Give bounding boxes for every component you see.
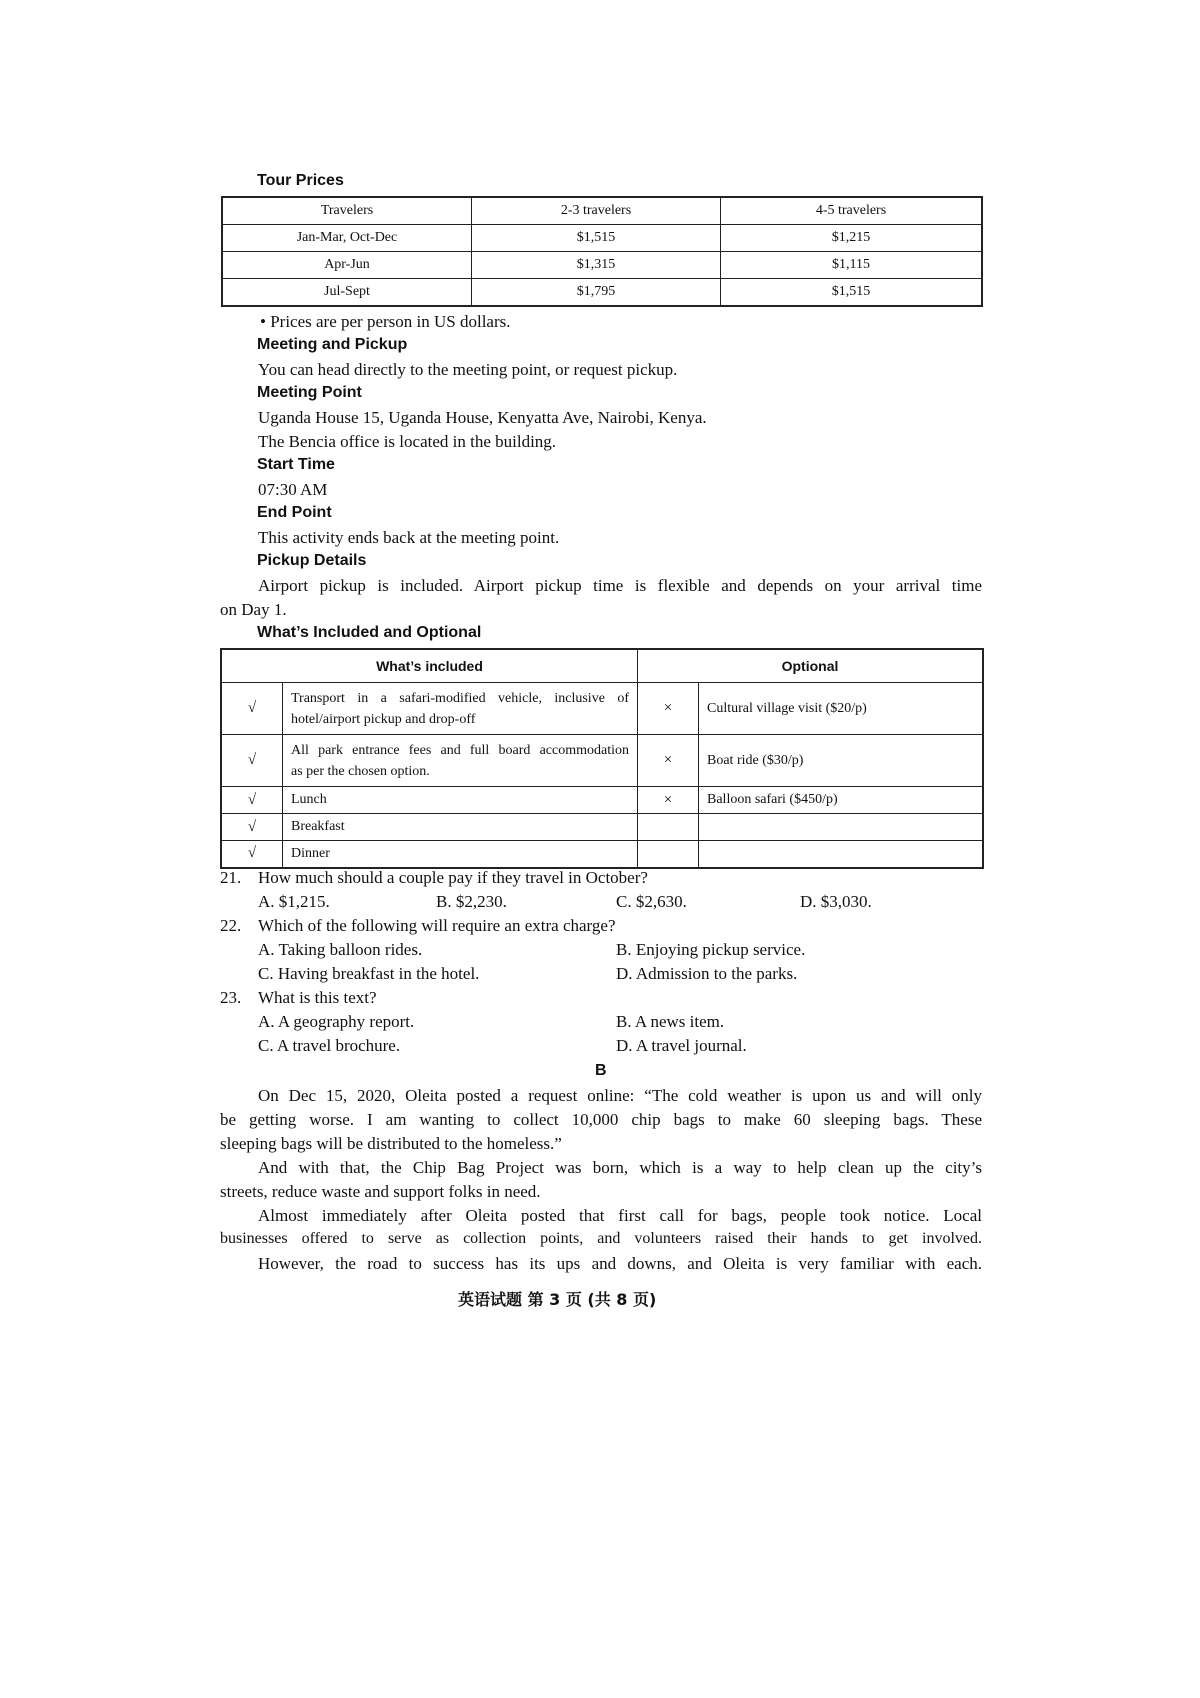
table-cell: $1,515 [472,225,721,252]
included-item-line: All park entrance fees and full board accommodation [291,742,629,758]
table-cell: $1,215 [721,225,983,252]
table-header-cell: 2-3 travelers [472,197,721,225]
table-header-cell: Travelers [222,197,472,225]
tour-prices-heading: Tour Prices [257,172,344,189]
meeting-pickup-text: You can head directly to the meeting point, or request pickup. [258,360,678,379]
table-cell: Jan-Mar, Oct-Dec [222,225,472,252]
tour-prices-table [221,196,983,307]
passage-line: be getting worse. I am wanting to collect 10,000 chip bags to make 60 sleeping bags. These [220,1110,982,1129]
included-item-line: as per the chosen option. [291,763,430,779]
answer-option: C. $2,630. [616,892,687,911]
start-time-text: 07:30 AM [258,480,328,499]
answer-option: A. $1,215. [258,892,330,911]
question-text: What is this text? [258,988,377,1007]
table-header-cell: 4-5 travelers [721,197,983,225]
table-header-row [221,649,983,683]
passage-line: And with that, the Chip Bag Project was born, which is a way to help clean up the city’s [258,1158,982,1177]
optional-item [699,841,984,868]
table-row [222,225,982,252]
price-note: • Prices are per person in US dollars. [260,312,511,331]
passage-line: streets, reduce waste and support folks in need. [220,1182,541,1201]
table-cell: Jul-Sept [222,279,472,307]
passage-line: businesses offered to serve as collection points, and volunteers raised their hands to get involved. [220,1230,982,1247]
meeting-point-address: Uganda House 15, Uganda House, Kenyatta Ave, Nairobi, Kenya. [258,408,707,427]
question-text: Which of the following will require an extra charge? [258,916,616,935]
table-header-row [222,197,982,225]
question-number: 21. [220,868,242,887]
check-mark: √ [221,841,283,868]
included-item: Lunch [283,787,638,814]
table-row [221,735,983,787]
check-mark: √ [221,683,283,735]
included-header: What’s included [221,649,638,683]
start-time-heading: Start Time [257,456,335,473]
pickup-details-heading: Pickup Details [257,552,367,569]
included-heading: What’s Included and Optional [257,624,482,641]
meeting-point-office: The Bencia office is located in the building. [258,432,557,451]
question-number: 23. [220,988,242,1007]
table-cell: Apr-Jun [222,252,472,279]
pickup-details-line1: Airport pickup is included. Airport pickup time is flexible and depends on your arrival time [258,576,982,595]
question-text: How much should a couple pay if they travel in October? [258,868,648,887]
passage-line: On Dec 15, 2020, Oleita posted a request online: “The cold weather is upon us and will only [258,1086,982,1105]
included-item [283,683,638,735]
answer-option: D. $3,030. [800,892,872,911]
check-mark: √ [221,735,283,787]
answer-option: B. A news item. [616,1012,725,1031]
optional-item [699,814,984,841]
included-item: Dinner [283,841,638,868]
included-item-line: hotel/airport pickup and drop-off [291,711,476,727]
table-row [222,279,982,307]
check-mark: √ [221,814,283,841]
optional-item: Cultural village visit ($20/p) [699,683,984,735]
included-item-line: Transport in a safari-modified vehicle, inclusive of [291,690,629,706]
check-mark: √ [221,787,283,814]
answer-option: A. Taking balloon rides. [258,940,423,959]
answer-option: B. $2,230. [436,892,507,911]
table-row [221,814,983,841]
end-point-heading: End Point [257,504,332,521]
answer-option: D. Admission to the parks. [616,964,798,983]
table-cell: $1,315 [472,252,721,279]
question-number: 22. [220,916,242,935]
meeting-point-heading: Meeting Point [257,384,362,401]
table-row [221,683,983,735]
cross-mark [638,814,699,841]
table-row [222,252,982,279]
pickup-details-line2: on Day 1. [220,600,287,619]
table-row [221,787,983,814]
table-cell: $1,795 [472,279,721,307]
included-item [283,735,638,787]
optional-header: Optional [638,649,984,683]
answer-option: B. Enjoying pickup service. [616,940,806,959]
table-cell: $1,515 [721,279,983,307]
passage-line: Almost immediately after Oleita posted that first call for bags, people took notice. Local [258,1206,982,1225]
answer-option: A. A geography report. [258,1012,415,1031]
cross-mark: × [638,735,699,787]
included-optional-table [220,648,984,869]
answer-option: D. A travel journal. [616,1036,747,1055]
answer-option: C. A travel brochure. [258,1036,401,1055]
cross-mark: × [638,683,699,735]
passage-line: However, the road to success has its ups and downs, and Oleita is very familiar with each. [258,1254,982,1273]
passage-line: sleeping bags will be distributed to the homeless.” [220,1134,562,1153]
page-footer: 英语试题 第 3 页 (共 8 页) [458,1290,657,1309]
meeting-pickup-heading: Meeting and Pickup [257,336,408,353]
passage-label: B [595,1062,607,1079]
end-point-text: This activity ends back at the meeting point. [258,528,560,547]
cross-mark [638,841,699,868]
optional-item: Balloon safari ($450/p) [699,787,984,814]
included-item: Breakfast [283,814,638,841]
table-cell: $1,115 [721,252,983,279]
optional-item: Boat ride ($30/p) [699,735,984,787]
cross-mark: × [638,787,699,814]
table-row [221,841,983,868]
answer-option: C. Having breakfast in the hotel. [258,964,480,983]
